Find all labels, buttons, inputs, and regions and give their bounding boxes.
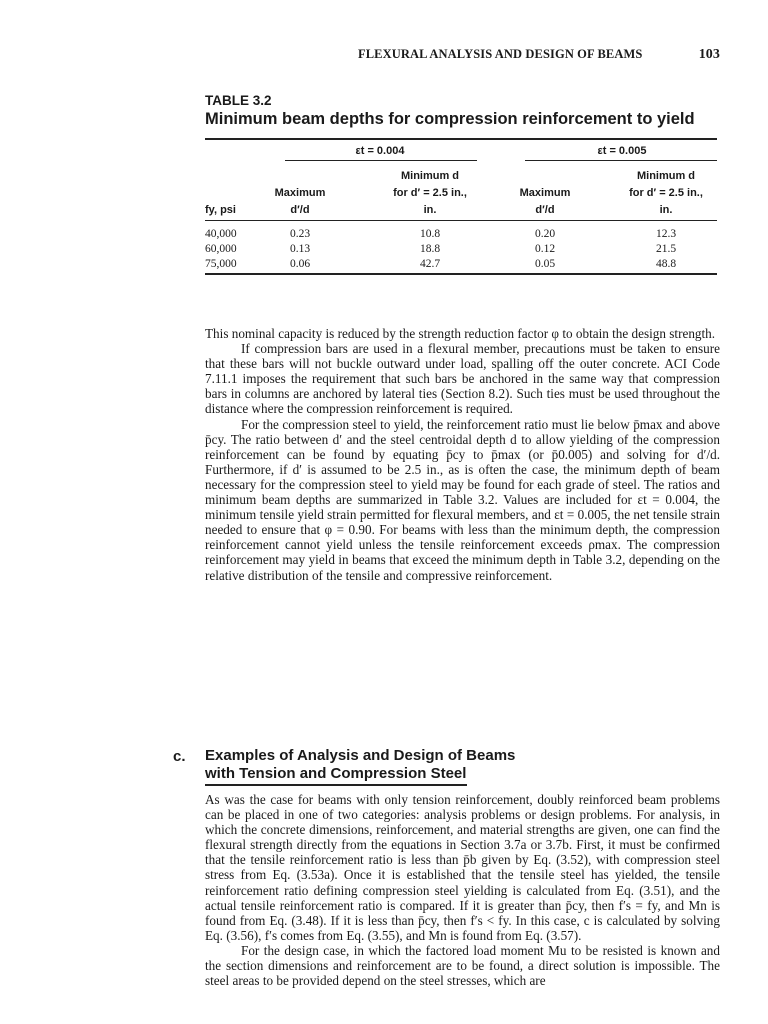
- table-title: Minimum beam depths for compression reinforcement to yield: [205, 110, 695, 128]
- col-min1-line2: for d′ = 2.5 in.,: [393, 187, 467, 199]
- paragraph-2: If compression bars are used in a flexural member, precautions must be taken to ensure that these bars will not buckle outward under load, spalling off the outer concrete. ACI Code 7.11.1 imposes the requirement that such bars be anchored in the same way that compression bars in columns are anchored by lateral ties (Section 8.2). Such ties must be used throughout the distance where the compression reinforcement is required.: [205, 341, 720, 417]
- cell-max2: 0.05: [534, 258, 556, 270]
- col-fy: fy, psi: [205, 204, 236, 216]
- cell-fy: 75,000: [205, 258, 237, 270]
- col-min2-line1: Minimum d: [636, 170, 696, 182]
- cell-max1: 0.23: [289, 228, 311, 240]
- section-letter: c.: [173, 748, 186, 765]
- col-max1-line1: Maximum: [274, 187, 326, 199]
- group-header-005: εt = 0.005: [597, 145, 647, 157]
- col-min2-line3: in.: [659, 204, 673, 216]
- section-title: [205, 747, 515, 782]
- cell-max2: 0.20: [534, 228, 556, 240]
- table: [205, 140, 717, 280]
- col-min1-line3: in.: [423, 204, 437, 216]
- running-title: FLEXURAL ANALYSIS AND DESIGN OF BEAMS: [358, 47, 643, 61]
- group-rule-005: [525, 160, 717, 161]
- cell-fy: 60,000: [205, 243, 237, 255]
- group-header-004: εt = 0.004: [355, 145, 405, 157]
- cell-min1: 42.7: [419, 258, 441, 270]
- cell-min1: 10.8: [419, 228, 441, 240]
- paragraph-5: For the design case, in which the factored load moment Mu to be resisted is known and the section dimensions and reinforcement are to be found, a direct solution is impossible. The steel areas to be provided depend on the steel stresses, which are: [205, 942, 720, 989]
- cell-min2: 48.8: [655, 258, 677, 270]
- running-header: [200, 47, 720, 65]
- section-rule: [205, 784, 467, 786]
- paragraph-4: As was the case for beams with only tension reinforcement, doubly reinforced beam problems can be placed in one of two categories: analysis problems or design problems. For analysis, in which the concrete dimensions, reinforcement, and material strengths are given, one can find the flexural strength directly from the equations in Section 3.7a or 3.7b. First, it must be confirmed that the tensile reinforcement ratio is less than p̄b given by Eq. (3.52), with compression steel stress from Eq. (3.53a). Once it is established that the tensile steel has yielded, the tensile reinforcement ratio defining compression steel yielding is calculated from Eq. (3.51), and the actual tensile reinforcement ratio is compared. If it is greater than p̄cy, then f′s = fy, and Mn is found from Eq. (3.48). If it is less than p̄cy, then f′s < fy. In this case, c is calculated by solving Eq. (3.56), f′s comes from Eq. (3.55), and Mn is found from Eq. (3.57).: [205, 792, 720, 943]
- section-title-line1: Examples of Analysis and Design of Beams: [205, 747, 516, 764]
- paragraph-3: For the compression steel to yield, the reinforcement ratio must lie below p̄max and above p̄cy. The ratio between d′ and the steel centroidal depth d to allow yielding of the compression reinforcement can be found by equating p̄cy to p̄max (or p̄0.005) and solving for d′/d. Furthermore, if d′ is assumed to be 2.5 in., as is often the case, the minimum depth of beam necessary for the compression steel to yield may be found for each grade of steel. The ratios and minimum beam depths are summarized in Table 3.2. Values are included for εt = 0.004, the minimum tensile yield strain permitted for flexural members, and εt = 0.005, the net tensile strain needed to ensure that φ = 0.90. For beams with less than the minimum depth, the compression reinforcement cannot yield unless the tensile reinforcement exceeds ρmax. The compression reinforcement may yield in beams that exceed the minimum depth in Table 3.2, depending on the relative distribution of the tensile and compressive reinforcement.: [205, 416, 720, 583]
- cell-max1: 0.06: [289, 258, 311, 270]
- page-number: 103: [698, 47, 720, 62]
- table-label: TABLE 3.2: [205, 93, 272, 108]
- header-rule: [205, 220, 717, 221]
- body-text-lower: [205, 792, 720, 988]
- col-max2-line1: Maximum: [519, 187, 571, 199]
- col-max1-line2: d′/d: [290, 204, 310, 216]
- cell-max2: 0.12: [534, 243, 556, 255]
- cell-max1: 0.13: [289, 243, 311, 255]
- paragraph-1: This nominal capacity is reduced by the strength reduction factor φ to obtain the design strength.: [205, 326, 716, 341]
- section-title-line2: with Tension and Compression Steel: [205, 764, 467, 782]
- cell-min1: 18.8: [419, 243, 441, 255]
- col-min2-line2: for d′ = 2.5 in.,: [629, 187, 703, 199]
- cell-fy: 40,000: [205, 228, 237, 240]
- table-bottom-rule: [205, 273, 717, 275]
- body-text-upper: [205, 326, 720, 583]
- col-max2-line2: d′/d: [535, 204, 555, 216]
- cell-min2: 21.5: [655, 243, 677, 255]
- cell-min2: 12.3: [655, 228, 677, 240]
- group-rule-004: [285, 160, 477, 161]
- col-min1-line1: Minimum d: [400, 170, 460, 182]
